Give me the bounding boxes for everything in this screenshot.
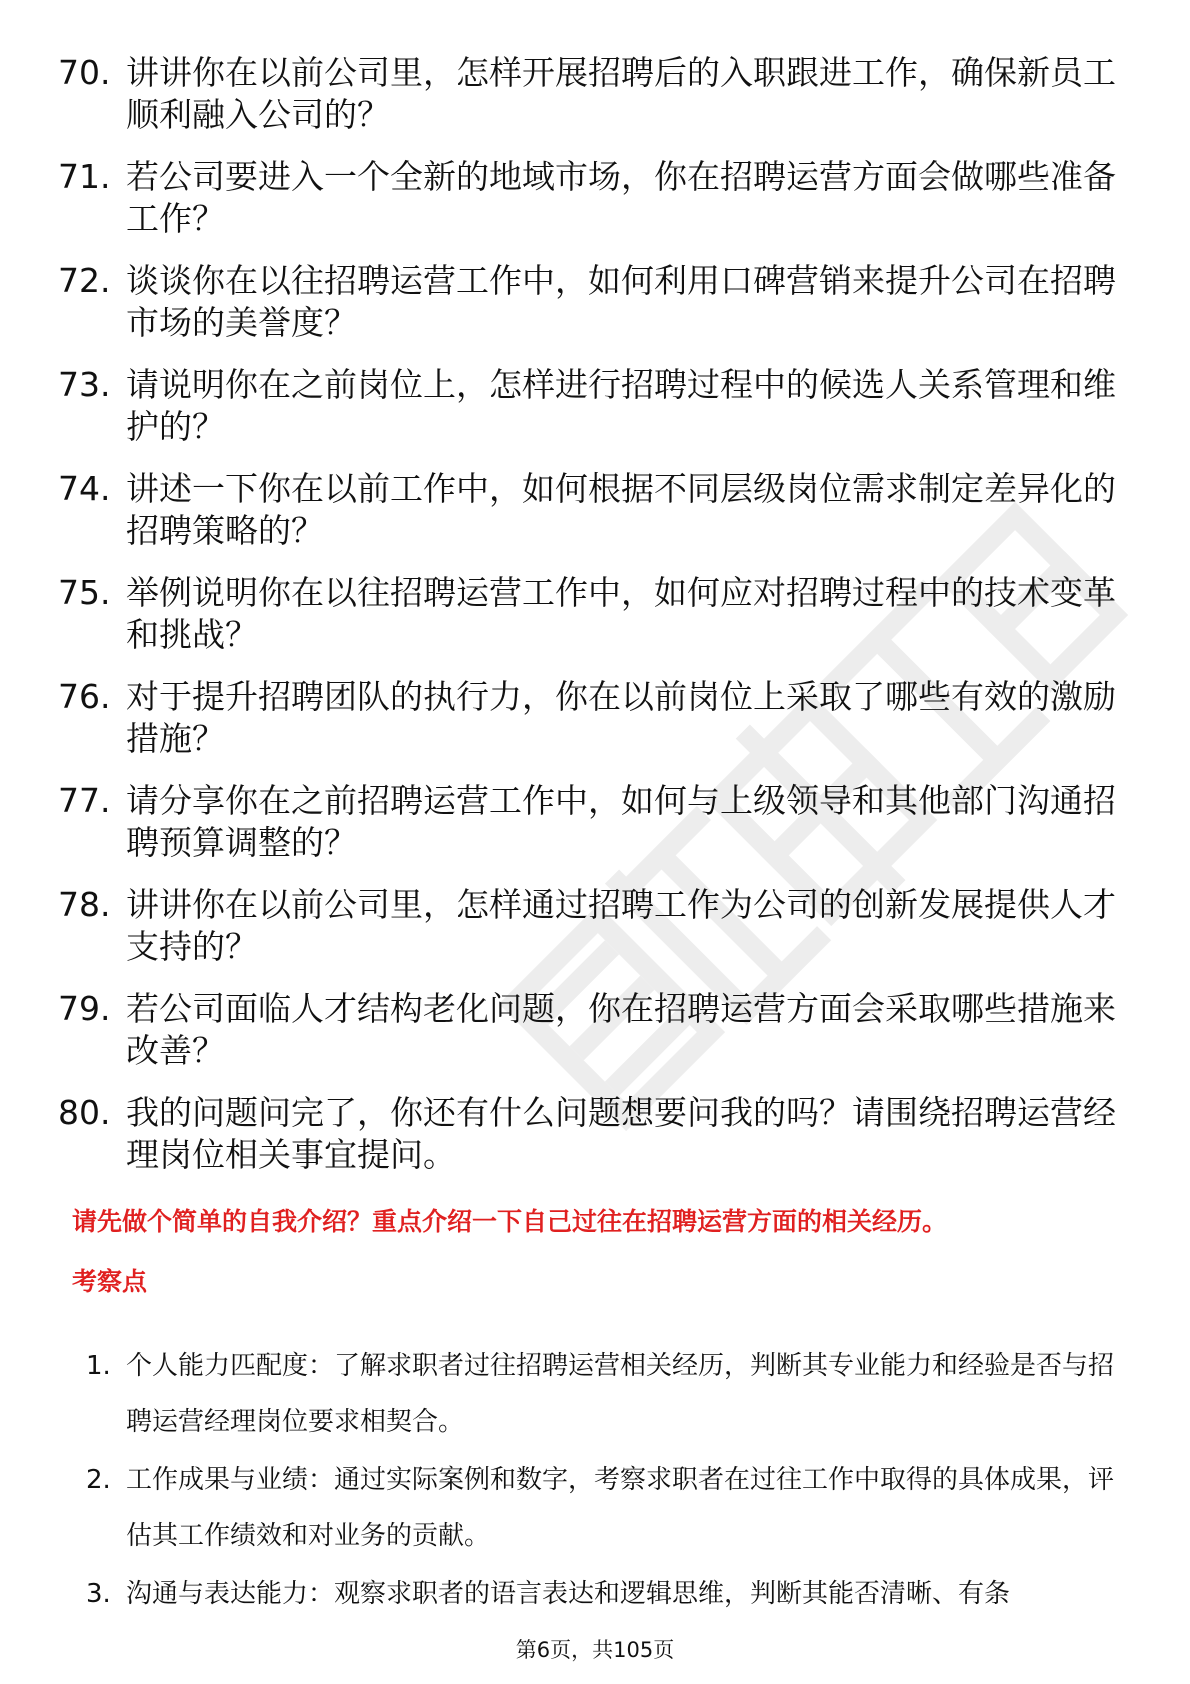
question-number: 75. <box>58 573 111 612</box>
question-item-72 <box>58 260 1138 364</box>
question-number: 70. <box>58 53 111 92</box>
question-number: 79. <box>58 989 111 1028</box>
question-item-74 <box>58 468 1138 572</box>
point-number: 3. <box>86 1579 111 1609</box>
question-text: 讲讲你在以前公司里，怎样开展招聘后的入职跟进工作，确保新员工顺利融入公司的？ <box>126 53 1116 134</box>
question-text: 谈谈你在以往招聘运营工作中，如何利用口碑营销来提升公司在招聘市场的美誉度？ <box>126 261 1116 342</box>
question-item-75 <box>58 572 1138 676</box>
question-number: 77. <box>58 781 111 820</box>
question-number: 74. <box>58 469 111 508</box>
question-text: 讲述一下你在以前工作中，如何根据不同层级岗位需求制定差异化的招聘策略的？ <box>126 469 1116 550</box>
question-text: 若公司要进入一个全新的地域市场，你在招聘运营方面会做哪些准备工作？ <box>126 157 1116 238</box>
question-item-80 <box>58 1092 1138 1196</box>
point-number: 1. <box>86 1351 111 1381</box>
assessment-points-list <box>86 1338 1126 1680</box>
question-number: 72. <box>58 261 111 300</box>
assessment-point-2 <box>86 1452 1126 1566</box>
page-footer: 第6页，共105页 <box>515 1638 675 1662</box>
point-number: 2. <box>86 1465 111 1495</box>
question-text: 我的问题问完了，你还有什么问题想要问我的吗？请围绕招聘运营经理岗位相关事宜提问。 <box>126 1093 1116 1174</box>
question-item-78 <box>58 884 1138 988</box>
section-points-label: 考察点 <box>72 1267 148 1296</box>
question-number: 80. <box>58 1093 111 1132</box>
question-list <box>58 52 1138 1196</box>
question-text: 请说明你在之前岗位上，怎样进行招聘过程中的候选人关系管理和维护的？ <box>126 365 1116 446</box>
point-text: 沟通与表达能力：观察求职者的语言表达和逻辑思维，判断其能否清晰、有条 <box>126 1579 1011 1609</box>
question-number: 73. <box>58 365 111 404</box>
question-item-73 <box>58 364 1138 468</box>
question-text: 若公司面临人才结构老化问题，你在招聘运营方面会采取哪些措施来改善？ <box>126 989 1116 1070</box>
point-text: 个人能力匹配度：了解求职者过往招聘运营相关经历，判断其专业能力和经验是否与招聘运营经理岗位要求相契合。 <box>126 1351 1115 1437</box>
question-item-70 <box>58 52 1138 156</box>
question-text: 请分享你在之前招聘运营工作中，如何与上级领导和其他部门沟通招聘预算调整的？ <box>126 781 1116 862</box>
question-item-77 <box>58 780 1138 884</box>
question-item-79 <box>58 988 1138 1092</box>
question-number: 76. <box>58 677 111 716</box>
point-text: 工作成果与业绩：通过实际案例和数字，考察求职者在过往工作中取得的具体成果，评估其工作绩效和对业务的贡献。 <box>126 1465 1115 1551</box>
question-item-71 <box>58 156 1138 260</box>
question-text: 举例说明你在以往招聘运营工作中，如何应对招聘过程中的技术变革和挑战？ <box>126 573 1116 654</box>
question-text: 讲讲你在以前公司里，怎样通过招聘工作为公司的创新发展提供人才支持的？ <box>126 885 1116 966</box>
question-number: 71. <box>58 157 111 196</box>
question-text: 对于提升招聘团队的执行力，你在以前岗位上采取了哪些有效的激励措施？ <box>126 677 1116 758</box>
question-item-76 <box>58 676 1138 780</box>
section-question-title: 请先做个简单的自我介绍？重点介绍一下自己过往在招聘运营方面的相关经历。 <box>72 1207 948 1236</box>
assessment-point-1 <box>86 1338 1126 1452</box>
question-number: 78. <box>58 885 111 924</box>
